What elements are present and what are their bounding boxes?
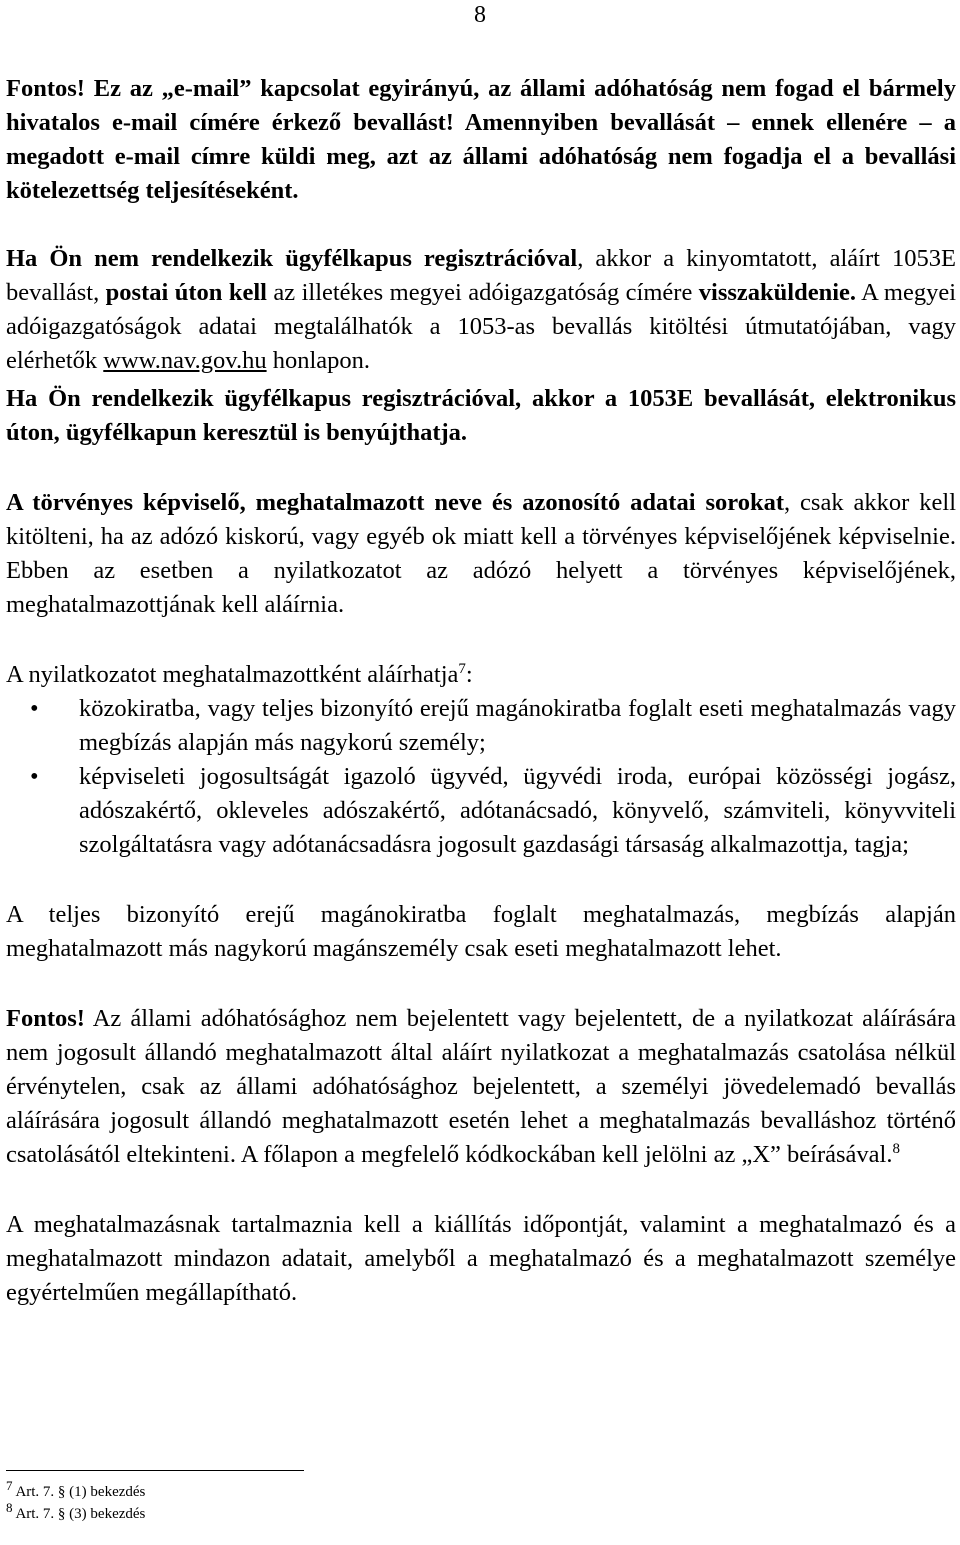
- footnote-text: Art. 7. § (3) bekezdés: [15, 1506, 146, 1522]
- text-span: A megyei adóigazgatóságok adatai megtalálhatók a 1053-as bevallás kitöltési útmutatójában, vagy elérhetők: [6, 279, 957, 374]
- footnote-separator: [6, 1470, 304, 1471]
- text-span: , csak akkor kell kitölteni, ha az adózó kiskorú, vagy egyéb ok miatt kell a törvényes képviselőjének képviselnie. Ebben az esetben a nyilatkozatot az adózó helyett a törvényes képviselőjének, meghatalmazottjának kell aláírnia.: [6, 489, 957, 618]
- text-span: :: [465, 661, 473, 688]
- paragraph-private-document: [6, 898, 956, 966]
- text-span: A teljes bizonyító erejű magánokiratba foglalt meghatalmazás, megbízás alapján meghatalmazott más nagykorú magánszemély csak eseti meghatalmazott lehet.: [6, 901, 956, 962]
- bold-return: visszaküldenie.: [698, 279, 857, 306]
- text-span: A nyilatkozatot meghatalmazottként aláírhatja: [6, 661, 459, 688]
- list-item: [6, 760, 956, 862]
- bold-important: Fontos!: [6, 1005, 85, 1032]
- paragraph-electronic-submission: [6, 382, 956, 450]
- signer-list: [6, 692, 956, 862]
- footnote-number: 8: [6, 1500, 13, 1515]
- bold-postal: postai úton kell: [105, 279, 267, 306]
- footnote-ref-8[interactable]: 8: [892, 1140, 900, 1157]
- paragraph-authorization-content: [6, 1208, 956, 1310]
- footnote-number: 7: [6, 1478, 13, 1493]
- footnotes: [6, 1470, 956, 1525]
- footnote-ref-7[interactable]: 7: [458, 660, 466, 677]
- paragraph-email-notice: [6, 72, 956, 208]
- page-number: 8: [474, 2, 486, 28]
- paragraph-important-notice: [6, 1002, 956, 1172]
- bold-representative-rows: A törvényes képviselő, meghatalmazott neve és azonosító adatai sorokat: [6, 489, 784, 516]
- text-span: honlapon.: [266, 347, 371, 374]
- footnote-7: [6, 1478, 956, 1503]
- document-body: [6, 72, 956, 1310]
- electronic-submission-text: Ha Ön rendelkezik ügyfélkapus regisztrációval, akkor a 1053E bevallását, elektronikus úton, ügyfélkapun keresztül is benyújthatja.: [6, 385, 956, 446]
- nav-website-link[interactable]: www.nav.gov.hu: [103, 347, 267, 374]
- text-span: Az állami adóhatósághoz nem bejelentett vagy bejelentett, de a nyilatkozat aláírására nem jogosult állandó meghatalmazott által aláírt nyilatkozat a meghatalmazás csatolása nélkül érvénytelen, csak az állami adóhatósághoz bejelentett, a személyi jövedelemadó bevallás aláírására jogosult állandó meghatalmazott esetén lehet a meghatalmazás bevalláshoz történő csatolásától eltekinteni. A főlapon a megfelelő kódkockában kell jelölni az „X” beírásával.: [6, 1005, 956, 1168]
- footnote-8: [6, 1500, 956, 1525]
- paragraph-authorized-signers: [6, 658, 956, 692]
- paragraph-legal-representative: [6, 486, 956, 622]
- text-span: az illetékes megyei adóigazgatóság címére: [266, 279, 699, 306]
- footnote-text: Art. 7. § (1) bekezdés: [15, 1484, 146, 1500]
- list-item-text: képviseleti jogosultságát igazoló ügyvéd, ügyvédi iroda, európai közösségi jogász, adószakértő, okleveles adószakértő, adótanácsadó, könyvelő, számviteli, könyvviteli szolgáltatásra vagy adótanácsadásra jogosult gazdasági társaság alkalmazottja, tagja;: [79, 763, 956, 858]
- bullet-icon: •: [30, 763, 39, 790]
- bullet-icon: •: [30, 695, 39, 722]
- list-item: [6, 692, 956, 760]
- paragraph-postal-submission: [6, 242, 956, 378]
- list-item-text: közokiratba, vagy teljes bizonyító erejű magánokiratba foglalt eseti meghatalmazás vagy megbízás alapján más nagykorú személy;: [79, 695, 956, 756]
- email-notice-text: Fontos! Ez az „e-mail” kapcsolat egyirányú, az állami adóhatóság nem fogad el bármely hivatalos e-mail címére érkező bevallást! Amennyiben bevallását – ennek ellenére – a megadott e-mail címre küldi meg, azt az állami adóhatóság nem fogadja el a bevallási kötelezettség teljesítéseként.: [6, 75, 956, 204]
- text-span: A meghatalmazásnak tartalmaznia kell a kiállítás időpontját, valamint a meghatalmazó és a meghatalmazott mindazon adatait, amelyből a meghatalmazó és a meghatalmazott személye egyértelműen megállapítható.: [6, 1211, 956, 1306]
- text-span: , akkor a kinyomtatott, aláírt 1053E bevallást,: [6, 245, 956, 306]
- bold-no-registration: Ha Ön nem rendelkezik ügyfélkapus regisztrációval: [6, 245, 578, 272]
